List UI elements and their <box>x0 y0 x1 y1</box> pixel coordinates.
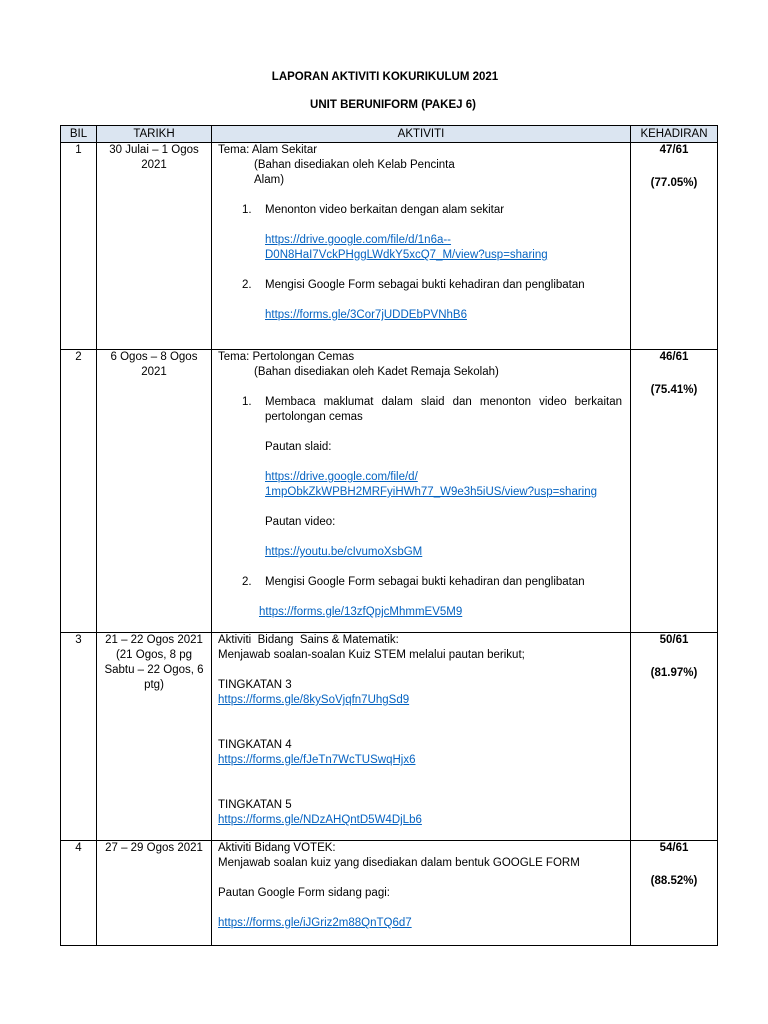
drive-link[interactable]: https://drive.google.com/file/d/ <box>265 471 418 483</box>
attendance-percentage: (88.52%) <box>650 875 698 887</box>
form-level-label: TINGKATAN 5 <box>218 799 292 811</box>
cell-kehadiran <box>631 633 718 841</box>
date-line: 30 Julai – 1 Ogos <box>109 144 199 156</box>
activity-theme: Tema: Pertolongan Cemas <box>218 351 355 363</box>
date-line: 6 Ogos – 8 Ogos <box>110 351 198 363</box>
google-form-link[interactable]: https://forms.gle/NDzAHQntD5W4DjLb6 <box>218 814 422 826</box>
table-row <box>61 143 718 350</box>
activity-step <box>218 395 622 425</box>
form-link-label: Pautan Google Form sidang pagi: <box>218 887 390 899</box>
activity-step <box>218 278 622 293</box>
google-form-link[interactable]: https://forms.gle/fJeTn7WcTUSwqHjx6 <box>218 754 416 766</box>
activity-instruction: Menjawab soalan-soalan Kuiz STEM melalui pautan berikut; <box>218 649 525 661</box>
google-form-link[interactable]: https://forms.gle/8kySoVjqfn7UhgSd9 <box>218 694 410 706</box>
material-source: (Bahan disediakan oleh Kelab Pencinta <box>254 159 455 171</box>
step-text: Mengisi Google Form sebagai bukti kehadiran dan penglibatan <box>265 576 585 588</box>
date-line: 27 – 29 Ogos 2021 <box>105 842 203 854</box>
row-number: 2 <box>75 351 82 363</box>
attendance-percentage: (77.05%) <box>650 177 698 189</box>
attendance-count: 54/61 <box>659 842 689 854</box>
step-text: Membaca maklumat dalam slaid dan menonton video berkaitan pertolongan cemas <box>265 396 622 423</box>
step-number: 1. <box>242 396 252 408</box>
youtube-link[interactable]: https://youtu.be/cIvumoXsbGM <box>265 546 423 558</box>
cell-bil <box>61 143 97 350</box>
google-form-link[interactable]: https://forms.gle/3Cor7jUDDEbPVNhB6 <box>265 309 467 321</box>
google-form-link[interactable]: https://forms.gle/13zfQpjcMhmmEV5M9 <box>259 606 463 618</box>
header-aktiviti: AKTIVITI <box>212 126 631 143</box>
cell-aktiviti <box>212 841 631 946</box>
cell-tarikh <box>97 841 212 946</box>
drive-link[interactable]: D0N8HaI7VckPHggLWdkY5xcQ7_M/view?usp=sharing <box>265 249 548 261</box>
step-number: 2. <box>242 576 252 588</box>
report-subtitle: UNIT BERUNIFORM (PAKEJ 6) <box>310 99 476 111</box>
row-number: 3 <box>75 634 82 646</box>
google-form-link[interactable]: https://forms.gle/iJGriz2m88QnTQ6d7 <box>218 917 412 929</box>
cell-kehadiran <box>631 350 718 633</box>
drive-link[interactable]: 1mpObkZkWPBH2MRFyiHWh77_W9e3h5iUS/view?usp=sharing <box>265 486 598 498</box>
header-row <box>61 126 718 143</box>
activity-instruction: Menjawab soalan kuiz yang disediakan dalam bentuk GOOGLE FORM <box>218 857 580 869</box>
activity-step <box>218 203 622 218</box>
step-text: Menonton video berkaitan dengan alam sekitar <box>265 204 505 216</box>
date-line: (21 Ogos, 8 pg <box>115 649 193 661</box>
cell-aktiviti <box>212 633 631 841</box>
form-level-label: TINGKATAN 4 <box>218 739 292 751</box>
cell-aktiviti <box>212 350 631 633</box>
form-level-label: TINGKATAN 3 <box>218 679 292 691</box>
cell-tarikh <box>97 350 212 633</box>
cell-bil <box>61 350 97 633</box>
cell-kehadiran <box>631 841 718 946</box>
cell-bil <box>61 633 97 841</box>
row-number: 4 <box>75 842 82 854</box>
header-tarikh: TARIKH <box>97 126 212 143</box>
activity-heading: Aktiviti Bidang Sains & Matematik: <box>218 634 399 646</box>
date-line: 2021 <box>141 366 167 378</box>
cell-tarikh <box>97 143 212 350</box>
material-source: Alam) <box>254 174 285 186</box>
activity-heading: Aktiviti Bidang VOTEK: <box>218 842 336 854</box>
step-number: 1. <box>242 204 252 216</box>
date-line: Sabtu – 22 Ogos, 6 <box>104 664 204 676</box>
step-number: 2. <box>242 279 252 291</box>
attendance-percentage: (75.41%) <box>650 384 698 396</box>
activity-table <box>60 125 718 946</box>
attendance-percentage: (81.97%) <box>650 667 698 679</box>
attendance-count: 47/61 <box>659 144 689 156</box>
report-title: LAPORAN AKTIVITI KOKURIKULUM 2021 <box>271 71 499 83</box>
drive-link[interactable]: https://drive.google.com/file/d/1n6a-- <box>265 234 452 246</box>
table-row <box>61 633 718 841</box>
material-source: (Bahan disediakan oleh Kadet Remaja Sekolah) <box>254 366 499 378</box>
header-bil: BIL <box>61 126 97 143</box>
attendance-count: 46/61 <box>659 351 689 363</box>
activity-theme: Tema: Alam Sekitar <box>218 144 318 156</box>
header-kehadiran: KEHADIRAN <box>631 126 718 143</box>
table-row <box>61 841 718 946</box>
date-line: ptg) <box>144 679 164 691</box>
row-number: 1 <box>75 144 82 156</box>
date-line: 21 – 22 Ogos 2021 <box>105 634 203 646</box>
cell-kehadiran <box>631 143 718 350</box>
attendance-count: 50/61 <box>659 634 689 646</box>
table-row <box>61 350 718 633</box>
cell-tarikh <box>97 633 212 841</box>
cell-bil <box>61 841 97 946</box>
step-text: Mengisi Google Form sebagai bukti kehadiran dan penglibatan <box>265 279 585 291</box>
cell-aktiviti <box>212 143 631 350</box>
activity-step <box>218 575 622 590</box>
video-link-label: Pautan video: <box>265 516 336 528</box>
slide-link-label: Pautan slaid: <box>265 441 332 453</box>
date-line: 2021 <box>141 159 167 171</box>
